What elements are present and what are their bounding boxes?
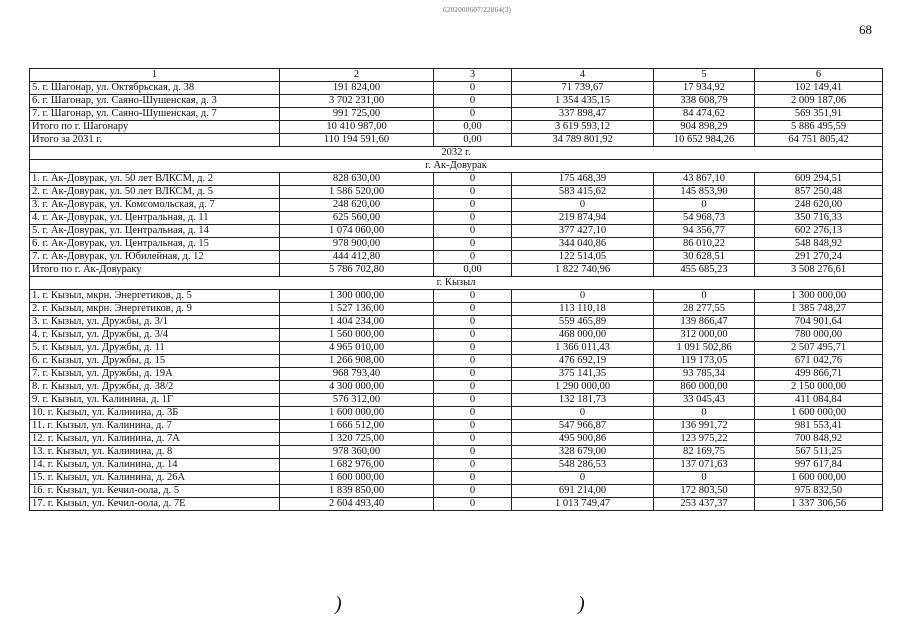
section-label: г. Кызыл: [30, 277, 883, 290]
table-cell: 4 965 010,00: [280, 342, 434, 355]
row-label: 7. г. Шагонар, ул. Саяно-Шушенская, д. 7: [30, 108, 280, 121]
table-row: [30, 238, 883, 251]
row-label: Итого по г. Ак-Довураку: [30, 264, 280, 277]
table-cell: 904 898,29: [654, 121, 755, 134]
row-label: 11. г. Кызыл, ул. Калинина, д. 7: [30, 420, 280, 433]
table-cell: 548 848,92: [755, 238, 883, 251]
table-cell: 0: [434, 95, 512, 108]
table-cell: 0: [434, 82, 512, 95]
table-cell: 93 785,34: [654, 368, 755, 381]
table-cell: 0: [654, 407, 755, 420]
row-label: 5. г. Ак-Довурак, ул. Центральная, д. 14: [30, 225, 280, 238]
table-cell: 0: [434, 186, 512, 199]
table-cell: 476 692,19: [512, 355, 654, 368]
table-cell: 0: [434, 485, 512, 498]
table-cell: 1 300 000,00: [280, 290, 434, 303]
table-row: [30, 394, 883, 407]
table-cell: 981 553,41: [755, 420, 883, 433]
table-cell: 411 084,84: [755, 394, 883, 407]
table-cell: 547 966,87: [512, 420, 654, 433]
table-cell: 1 337 306,56: [755, 498, 883, 511]
table-row: [30, 433, 883, 446]
table-cell: 17 934,92: [654, 82, 755, 95]
table-cell: 248 620,00: [280, 199, 434, 212]
table-cell: 191 824,00: [280, 82, 434, 95]
table-row: [30, 316, 883, 329]
table-cell: 132 181,73: [512, 394, 654, 407]
table-cell: 172 803,50: [654, 485, 755, 498]
section-row: [30, 160, 883, 173]
table-cell: 0,00: [434, 134, 512, 147]
table-row: [30, 199, 883, 212]
table-cell: 0: [434, 251, 512, 264]
handwritten-mark: ): [335, 593, 342, 615]
table-cell: 30 628,51: [654, 251, 755, 264]
column-number-row: [30, 69, 883, 82]
document-stamp: 6202000607/22864(3): [443, 6, 512, 14]
row-label: 6. г. Кызыл, ул. Дружбы, д. 15: [30, 355, 280, 368]
table-cell: 968 793,40: [280, 368, 434, 381]
table-cell: 139 866,47: [654, 316, 755, 329]
table-cell: 0: [512, 290, 654, 303]
table-cell: 0: [434, 407, 512, 420]
table-cell: 5 786 702,80: [280, 264, 434, 277]
column-header: 2: [280, 69, 434, 82]
table-cell: 0: [434, 225, 512, 238]
row-label: 17. г. Кызыл, ул. Кечил-оола, д. 7Е: [30, 498, 280, 511]
table-cell: 1 404 234,00: [280, 316, 434, 329]
table-cell: 0: [654, 199, 755, 212]
table-cell: 671 042,76: [755, 355, 883, 368]
column-header: 6: [755, 69, 883, 82]
table-cell: 3 619 593,12: [512, 121, 654, 134]
table-cell: 0: [434, 199, 512, 212]
row-label: 14. г. Кызыл, ул. Калинина, д. 14: [30, 459, 280, 472]
table-cell: 86 010,22: [654, 238, 755, 251]
table-cell: 0: [434, 446, 512, 459]
table-cell: 0: [512, 472, 654, 485]
table-cell: 3 702 231,00: [280, 95, 434, 108]
row-label: 12. г. Кызыл, ул. Калинина, д. 7А: [30, 433, 280, 446]
table-cell: 700 848,92: [755, 433, 883, 446]
table-cell: 0: [434, 238, 512, 251]
table-cell: 82 169,75: [654, 446, 755, 459]
table-cell: 0: [434, 433, 512, 446]
table-row: [30, 134, 883, 147]
table-cell: 344 040,86: [512, 238, 654, 251]
table-cell: 312 000,00: [654, 329, 755, 342]
table-cell: 1 091 502,86: [654, 342, 755, 355]
table-row: [30, 342, 883, 355]
table-row: [30, 225, 883, 238]
table-cell: 377 427,10: [512, 225, 654, 238]
column-header: 3: [434, 69, 512, 82]
table-cell: 569 351,91: [755, 108, 883, 121]
row-label: 3. г. Ак-Довурак, ул. Комсомольская, д. 7: [30, 199, 280, 212]
row-label: 16. г. Кызыл, ул. Кечил-оола, д. 5: [30, 485, 280, 498]
column-header: 1: [30, 69, 280, 82]
table-cell: 110 194 591,60: [280, 134, 434, 147]
table-cell: 1 266 908,00: [280, 355, 434, 368]
table-cell: 567 511,25: [755, 446, 883, 459]
table-cell: 0: [434, 342, 512, 355]
table-cell: 0: [654, 472, 755, 485]
table-cell: 1 682 976,00: [280, 459, 434, 472]
table-cell: 1 560 000,00: [280, 329, 434, 342]
table-cell: 691 214,00: [512, 485, 654, 498]
table-cell: 175 468,39: [512, 173, 654, 186]
table-cell: 0: [434, 108, 512, 121]
table-cell: 64 751 805,42: [755, 134, 883, 147]
table-row: [30, 173, 883, 186]
table-cell: 495 900,86: [512, 433, 654, 446]
table-cell: 123 975,22: [654, 433, 755, 446]
section-label: г. Ак-Довурак: [30, 160, 883, 173]
table-cell: 1 600 000,00: [755, 407, 883, 420]
table-row: [30, 420, 883, 433]
table-cell: 375 141,35: [512, 368, 654, 381]
table-cell: 119 173,05: [654, 355, 755, 368]
row-label: Итого по г. Шагонару: [30, 121, 280, 134]
table-cell: 991 725,00: [280, 108, 434, 121]
table-cell: 576 312,00: [280, 394, 434, 407]
table-cell: 253 437,37: [654, 498, 755, 511]
row-label: 2. г. Кызыл, мкрн. Энергетиков, д. 9: [30, 303, 280, 316]
row-label: 13. г. Кызыл, ул. Калинина, д. 8: [30, 446, 280, 459]
table-cell: 338 608,79: [654, 95, 755, 108]
section-label: 2032 г.: [30, 147, 883, 160]
table-cell: 1 600 000,00: [755, 472, 883, 485]
table-cell: 2 009 187,06: [755, 95, 883, 108]
table-cell: 34 789 801,92: [512, 134, 654, 147]
table-row: [30, 121, 883, 134]
table-cell: 1 013 749,47: [512, 498, 654, 511]
table-cell: 0: [434, 355, 512, 368]
table-cell: 559 465,89: [512, 316, 654, 329]
table-cell: 0,00: [434, 264, 512, 277]
table-cell: 136 991,72: [654, 420, 755, 433]
table-cell: 0: [434, 316, 512, 329]
table-cell: 860 000,00: [654, 381, 755, 394]
table-row: [30, 108, 883, 121]
table-cell: 1 822 740,96: [512, 264, 654, 277]
table-cell: 4 300 000,00: [280, 381, 434, 394]
section-row: [30, 277, 883, 290]
table-cell: 1 354 435,15: [512, 95, 654, 108]
table-cell: 248 620,00: [755, 199, 883, 212]
table-cell: 975 832,50: [755, 485, 883, 498]
column-header: 4: [512, 69, 654, 82]
table-cell: 94 356,77: [654, 225, 755, 238]
table-cell: 0: [434, 420, 512, 433]
table-cell: 978 360,00: [280, 446, 434, 459]
table-cell: 0,00: [434, 121, 512, 134]
table-cell: 780 000,00: [755, 329, 883, 342]
table-cell: 54 968,73: [654, 212, 755, 225]
table-cell: 43 867,10: [654, 173, 755, 186]
table-cell: 219 874,94: [512, 212, 654, 225]
table-cell: 0: [434, 459, 512, 472]
table-row: [30, 303, 883, 316]
table-cell: 1 385 748,27: [755, 303, 883, 316]
row-label: 7. г. Кызыл, ул. Дружбы, д. 19А: [30, 368, 280, 381]
table-cell: 997 617,84: [755, 459, 883, 472]
table-row: [30, 485, 883, 498]
table-row: [30, 459, 883, 472]
table-body: [30, 82, 883, 511]
table-cell: 0: [434, 381, 512, 394]
table-cell: 704 901,64: [755, 316, 883, 329]
table-row: [30, 498, 883, 511]
table-cell: 10 652 984,26: [654, 134, 755, 147]
table-cell: 0: [434, 303, 512, 316]
table-cell: 328 679,00: [512, 446, 654, 459]
row-label: 3. г. Кызыл, ул. Дружбы, д. 3/1: [30, 316, 280, 329]
column-header: 5: [654, 69, 755, 82]
table-cell: 1 600 000,00: [280, 407, 434, 420]
table-cell: 0: [654, 290, 755, 303]
table-cell: 828 630,00: [280, 173, 434, 186]
row-label: 5. г. Кызыл, ул. Дружбы, д. 11: [30, 342, 280, 355]
table-cell: 583 415,62: [512, 186, 654, 199]
table-row: [30, 264, 883, 277]
table-cell: 1 320 725,00: [280, 433, 434, 446]
table-cell: 455 685,23: [654, 264, 755, 277]
row-label: 1. г. Кызыл, мкрн. Энергетиков, д. 5: [30, 290, 280, 303]
table-cell: 468 000,00: [512, 329, 654, 342]
table-cell: 609 294,51: [755, 173, 883, 186]
table-cell: 0: [434, 290, 512, 303]
table-cell: 137 071,63: [654, 459, 755, 472]
table-cell: 444 412,80: [280, 251, 434, 264]
table-cell: 625 560,00: [280, 212, 434, 225]
page-number: 68: [859, 22, 872, 37]
table-cell: 0: [434, 173, 512, 186]
table-cell: 1 600 000,00: [280, 472, 434, 485]
table-cell: 1 290 000,00: [512, 381, 654, 394]
table-cell: 1 300 000,00: [755, 290, 883, 303]
table-cell: 0: [434, 212, 512, 225]
row-label: 9. г. Кызыл, ул. Калинина, д. 1Г: [30, 394, 280, 407]
section-row: [30, 147, 883, 160]
row-label: 15. г. Кызыл, ул. Калинина, д. 26А: [30, 472, 280, 485]
row-label: 6. г. Шагонар, ул. Саяно-Шушенская, д. 3: [30, 95, 280, 108]
table-cell: 2 150 000,00: [755, 381, 883, 394]
table-cell: 0: [434, 498, 512, 511]
table-cell: 28 277,55: [654, 303, 755, 316]
table-cell: 499 866,71: [755, 368, 883, 381]
table-cell: 0: [512, 199, 654, 212]
table-row: [30, 186, 883, 199]
table-row: [30, 329, 883, 342]
row-label: Итого за 2031 г.: [30, 134, 280, 147]
table-cell: 602 276,13: [755, 225, 883, 238]
table-cell: 5 886 495,59: [755, 121, 883, 134]
table-cell: 10 410 987,00: [280, 121, 434, 134]
row-label: 4. г. Кызыл, ул. Дружбы, д. 3/4: [30, 329, 280, 342]
table-cell: 0: [434, 394, 512, 407]
table-cell: 0: [434, 329, 512, 342]
row-label: 1. г. Ак-Довурак, ул. 50 лет ВЛКСМ, д. 2: [30, 173, 280, 186]
table-row: [30, 212, 883, 225]
table-cell: 0: [434, 368, 512, 381]
table-cell: 2 604 493,40: [280, 498, 434, 511]
table-cell: 350 716,33: [755, 212, 883, 225]
table-cell: 102 149,41: [755, 82, 883, 95]
table-cell: 1 586 520,00: [280, 186, 434, 199]
table-cell: 1 074 060,00: [280, 225, 434, 238]
handwritten-mark: ): [578, 593, 585, 615]
row-label: 5. г. Шагонар, ул. Октябрьская, д. 38: [30, 82, 280, 95]
table-row: [30, 407, 883, 420]
table-cell: 1 666 512,00: [280, 420, 434, 433]
table-cell: 113 110,18: [512, 303, 654, 316]
table-row: [30, 381, 883, 394]
row-label: 8. г. Кызыл, ул. Дружбы, д. 38/2: [30, 381, 280, 394]
table-cell: 84 474,62: [654, 108, 755, 121]
row-label: 10. г. Кызыл, ул. Калинина, д. 3Б: [30, 407, 280, 420]
table-cell: 1 527 136,00: [280, 303, 434, 316]
table-cell: 3 508 276,61: [755, 264, 883, 277]
table-row: [30, 355, 883, 368]
table-cell: 33 045,43: [654, 394, 755, 407]
budget-table: [29, 68, 883, 511]
table-cell: 548 286,53: [512, 459, 654, 472]
table-cell: 2 507 495,71: [755, 342, 883, 355]
table-row: [30, 95, 883, 108]
table-row: [30, 82, 883, 95]
table-row: [30, 251, 883, 264]
table-cell: 122 514,05: [512, 251, 654, 264]
row-label: 6. г. Ак-Довурак, ул. Центральная, д. 15: [30, 238, 280, 251]
table-row: [30, 472, 883, 485]
table-cell: 857 250,48: [755, 186, 883, 199]
row-label: 7. г. Ак-Довурак, ул. Юбилейная, д. 12: [30, 251, 280, 264]
table-cell: 978 900,00: [280, 238, 434, 251]
row-label: 2. г. Ак-Довурак, ул. 50 лет ВЛКСМ, д. 5: [30, 186, 280, 199]
table-cell: 1 839 850,00: [280, 485, 434, 498]
table-cell: 337 898,47: [512, 108, 654, 121]
table-cell: 1 366 011,43: [512, 342, 654, 355]
table-row: [30, 368, 883, 381]
table-row: [30, 446, 883, 459]
table-row: [30, 290, 883, 303]
table-cell: 291 270,24: [755, 251, 883, 264]
table-cell: 0: [512, 407, 654, 420]
row-label: 4. г. Ак-Довурак, ул. Центральная, д. 11: [30, 212, 280, 225]
table-cell: 145 853,90: [654, 186, 755, 199]
table-cell: 0: [434, 472, 512, 485]
table-cell: 71 739,67: [512, 82, 654, 95]
